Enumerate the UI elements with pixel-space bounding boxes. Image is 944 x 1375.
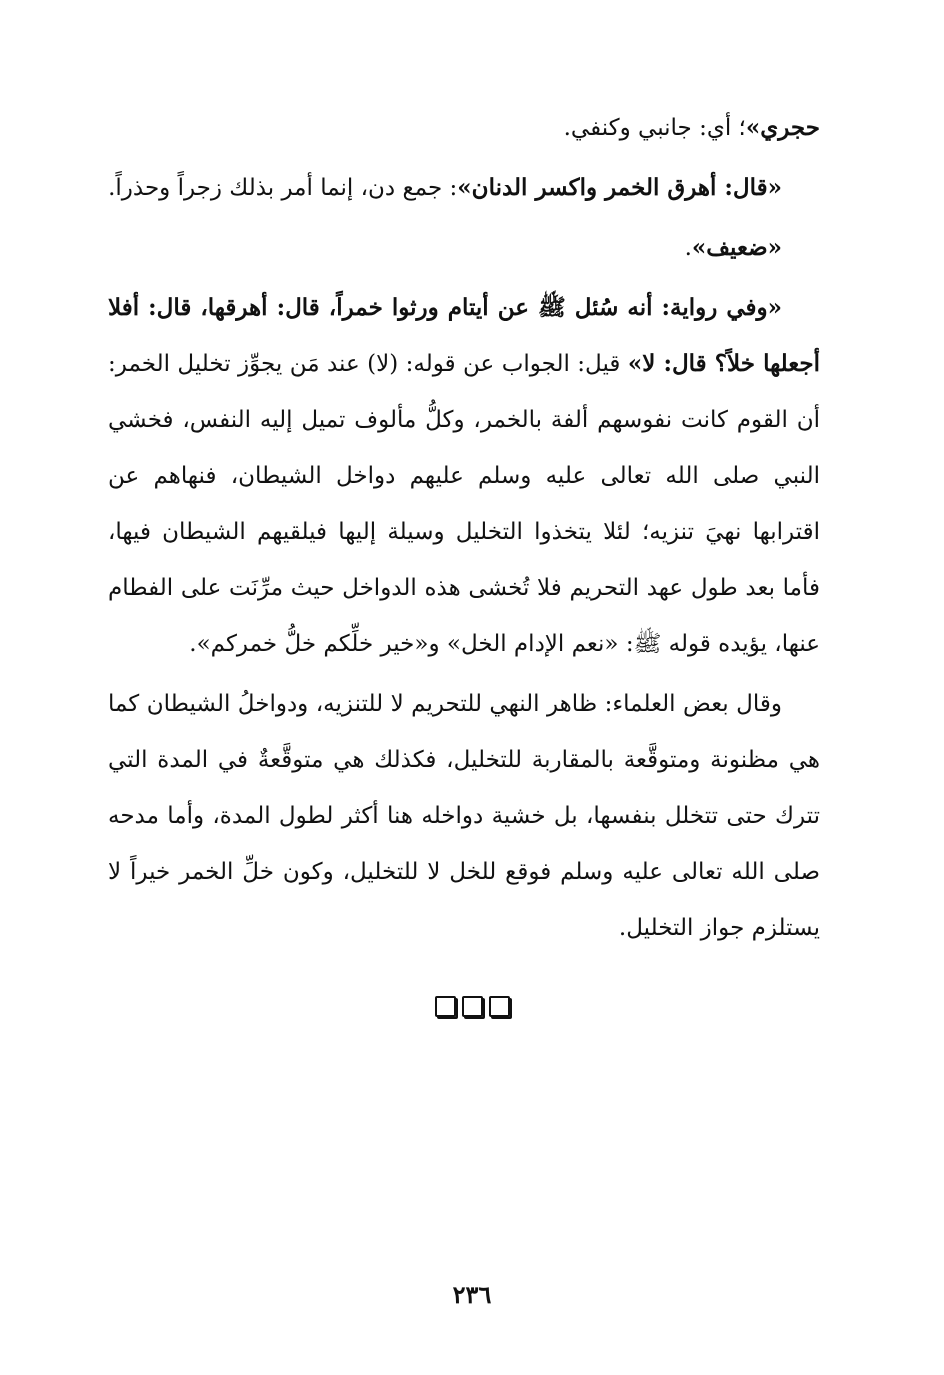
bold-phrase: حجري» bbox=[745, 114, 820, 141]
paragraph-2 bbox=[108, 160, 820, 216]
paragraph-text: . bbox=[684, 235, 692, 261]
paragraph-1 bbox=[108, 100, 820, 156]
paragraph-text: قيل: الجواب عن قوله: (لا) عند مَن يجوِّز تخليل الخمر: أن القوم كانت نفوسهم ألفة بالخمر، وكلُّ مألوف تميل إليه النفس، فخشي النبي صلى الله تعالى عليه وسلم عليهم دواخل الشيطان، فنهاهم عن اقترابها نهيَ تنزيه؛ لئلا يتخذوا التخليل وسيلة إليها فيلقيهم الشيطان فيها، فأما بعد طول عهد التحريم فلا تُخشى هذه الدواخل حيث مرِّنَت على الفطام عنها، يؤيده قوله ﷺ: «نعم الإدام الخل» و«خير خلِّكم خلُّ خمركم». bbox=[108, 351, 820, 657]
bold-phrase: «ضعيف» bbox=[691, 234, 782, 261]
bold-phrase: «قال: أهرق الخمر واكسر الدنان» bbox=[457, 174, 782, 201]
paragraph-5 bbox=[108, 676, 820, 956]
paragraph-4 bbox=[108, 280, 820, 672]
paragraph-text: : جمع دن، إنما أمر بذلك زجراً وحذراً. bbox=[108, 175, 458, 201]
section-divider-ornament bbox=[0, 996, 944, 1021]
paragraph-text: وقال بعض العلماء: ظاهر النهي للتحريم لا للتنزيه، ودواخلُ الشيطان كما هي مظنونة ومتوقَّعة بالمقاربة للتخليل، فكذلك هي متوقَّعةٌ في المدة التي تترك حتى تتخلل بنفسها، بل خشية دواخله هنا أكثر لطول المدة، وأما مدحه صلى الله تعالى عليه وسلم فوقع للخل لا للتخليل، وكون خلِّ الخمر خيراً لا يستلزم جواز التخليل. bbox=[108, 691, 820, 941]
square-ornament-icon bbox=[435, 996, 456, 1017]
square-ornament-icon bbox=[462, 996, 483, 1017]
page-body bbox=[108, 100, 820, 956]
paragraph-text: ؛ أي: جانبي وكنفي. bbox=[563, 115, 746, 141]
bold-phrase: «وفي رواية: أنه سُئل ﷺ عن أيتام ورثوا خمراً، قال: أهرقها، قال: أفلا أجعلها خلاً؟ قال: لا» bbox=[108, 294, 820, 377]
paragraph-3 bbox=[108, 220, 820, 276]
page-number: ٢٣٦ bbox=[452, 1280, 492, 1309]
square-ornament-icon bbox=[489, 996, 510, 1017]
